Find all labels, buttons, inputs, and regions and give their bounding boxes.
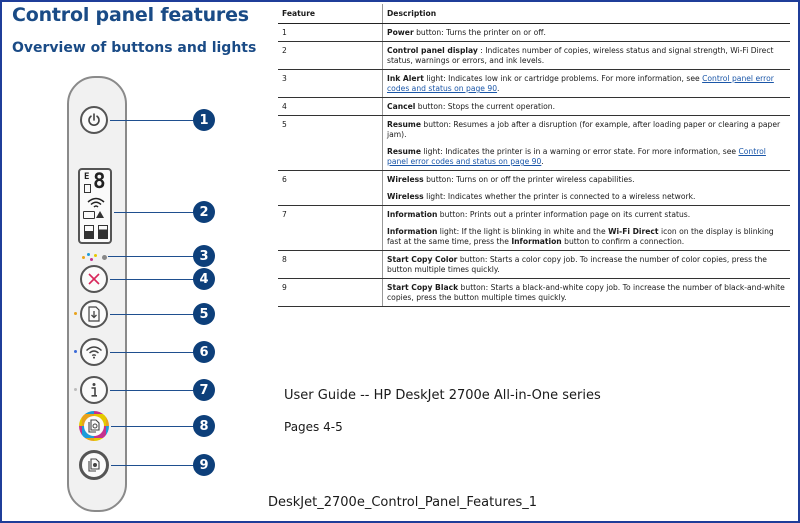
callout-line-6 <box>110 352 194 353</box>
error-codes-link[interactable]: Control panel error codes and status on page 90 <box>387 74 774 93</box>
image-filename-caption: DeskJet_2700e_Control_Panel_Features_1 <box>268 495 538 510</box>
feature-description: Cancel button: Stops the current operation. <box>383 98 791 116</box>
feature-description: Power button: Turns the printer on or off. <box>383 24 791 42</box>
callout-line-9 <box>111 465 194 466</box>
wifi-icon <box>86 197 106 209</box>
resume-button[interactable] <box>80 300 108 328</box>
callout-line-1 <box>110 120 194 121</box>
cancel-button[interactable] <box>80 265 108 293</box>
control-panel-display <box>78 168 112 244</box>
feature-table <box>278 4 790 307</box>
ink-level-color-icon <box>84 225 94 239</box>
feature-number: 4 <box>278 98 383 116</box>
feature-description: Start Copy Black button: Starts a black-and-white copy job. To increase the number of black-and-white copies, press the button multiple times quickly. <box>383 279 791 307</box>
callout-line-4 <box>110 279 194 280</box>
callout-7: 7 <box>193 379 215 401</box>
table-row <box>278 116 790 171</box>
pages-note: Pages 4-5 <box>284 420 343 434</box>
start-copy-black-button[interactable] <box>79 450 109 480</box>
wireless-button[interactable] <box>80 338 108 366</box>
control-panel <box>67 76 127 512</box>
section-subtitle: Overview of buttons and lights <box>12 40 257 56</box>
callout-1: 1 <box>193 109 215 131</box>
feature-number: 9 <box>278 279 383 307</box>
wireless-icon <box>85 345 103 359</box>
feature-description: Resume button: Resumes a job after a disruption (for example, after loading paper or clearing a paper jam). Resume light: Indicates the printer is in a warning or error state. For more information, see Control panel error codes and status on page 90. <box>383 116 791 171</box>
table-header-row <box>278 4 790 24</box>
callout-4: 4 <box>193 268 215 290</box>
error-codes-link[interactable]: Control panel error codes and status on page 90 <box>387 147 766 166</box>
warning-icon <box>96 211 104 218</box>
table-row <box>278 171 790 206</box>
lcd-error-letter: E <box>84 172 90 182</box>
feature-description: Ink Alert light: Indicates low ink or cartridge problems. For more information, see Control panel error codes and status on page 90. <box>383 70 791 98</box>
callout-line-2 <box>114 212 194 213</box>
page-title: Control panel features <box>12 4 249 26</box>
copy-black-icon <box>88 458 100 472</box>
callout-line-8 <box>111 426 194 427</box>
power-icon <box>86 112 102 128</box>
information-button[interactable] <box>80 376 108 404</box>
copies-icon <box>84 184 91 193</box>
table-row <box>278 24 790 42</box>
feature-description: Control panel display : Indicates number of copies, wireless status and signal strength, Wi-Fi Direct status, warnings or errors, and ink levels. <box>383 42 791 70</box>
table-row <box>278 70 790 98</box>
feature-number: 8 <box>278 251 383 279</box>
feature-description: Start Copy Color button: Starts a color copy job. To increase the number of color copies, press the button multiple times quickly. <box>383 251 791 279</box>
information-light <box>74 388 77 391</box>
table-row <box>278 251 790 279</box>
callout-2: 2 <box>193 201 215 223</box>
resume-icon <box>87 306 101 322</box>
feature-number: 1 <box>278 24 383 42</box>
callout-line-5 <box>110 314 194 315</box>
feature-number: 6 <box>278 171 383 206</box>
ink-level-black-icon <box>98 225 108 239</box>
feature-number: 5 <box>278 116 383 171</box>
header-feature: Feature <box>278 4 383 24</box>
callout-8: 8 <box>193 415 215 437</box>
feature-number: 3 <box>278 70 383 98</box>
callout-6: 6 <box>193 341 215 363</box>
copy-color-icon <box>88 419 100 433</box>
ink-alert-light-magenta <box>90 258 93 261</box>
resume-light <box>74 312 77 315</box>
callout-line-7 <box>110 390 194 391</box>
feature-number: 7 <box>278 206 383 251</box>
wifi-direct-icon <box>83 211 95 219</box>
table-row <box>278 42 790 70</box>
callout-3: 3 <box>193 245 215 267</box>
table-row <box>278 206 790 251</box>
wireless-light <box>74 350 77 353</box>
feature-description: Wireless button: Turns on or off the printer wireless capabilities. Wireless light: Indicates whether the printer is connected to a wireless network. <box>383 171 791 206</box>
feature-description: Information button: Prints out a printer information page on its current status. Information light: If the light is blinking in white and the Wi-Fi Direct icon on the display is blinking fast at the same time, press the Information button to confirm a connection. <box>383 206 791 251</box>
callout-9: 9 <box>193 454 215 476</box>
user-guide-note: User Guide -- HP DeskJet 2700e All-in-One series <box>284 388 601 403</box>
cancel-x-icon <box>87 272 101 286</box>
header-description: Description <box>383 4 791 24</box>
start-copy-color-button[interactable] <box>79 411 109 441</box>
ink-alert-light-cyan <box>87 253 90 256</box>
callout-5: 5 <box>193 303 215 325</box>
lcd-copies-digit: 8 <box>93 169 106 193</box>
ink-alert-light-yellow <box>94 254 97 257</box>
feature-number: 2 <box>278 42 383 70</box>
table-row <box>278 98 790 116</box>
callout-line-3 <box>108 256 194 257</box>
table-row <box>278 279 790 307</box>
ink-alert-light-amber <box>82 256 85 259</box>
ink-alert-indicator <box>102 255 107 260</box>
power-button[interactable] <box>80 106 108 134</box>
information-icon <box>88 382 100 398</box>
